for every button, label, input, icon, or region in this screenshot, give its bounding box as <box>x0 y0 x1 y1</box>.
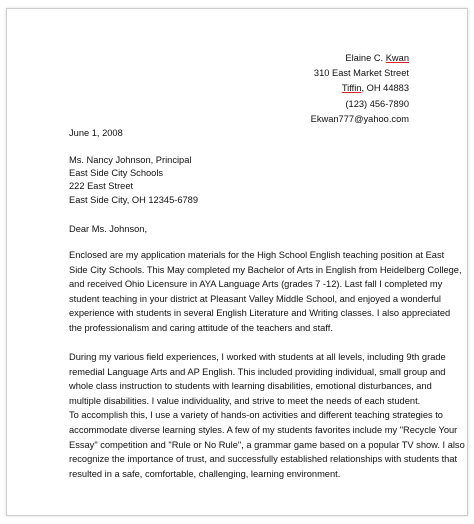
letter-content <box>7 9 467 479</box>
recipient-name: Ms. Nancy Johnson, Principal <box>69 155 192 165</box>
sender-street: 310 East Market Street <box>313 68 409 79</box>
paragraph-line: resulted in a safe, comfortable, challenging, learning environment. <box>69 468 341 479</box>
sender-name <box>311 51 409 66</box>
sender-state-zip: , OH 44883 <box>361 83 409 94</box>
recipient-org: East Side City Schools <box>69 168 164 179</box>
paragraph-line: To accomplish this, I use a variety of hands-on activities and different teaching strategies to <box>69 410 443 421</box>
paragraph-line: whole class instruction to students with learning disabilities, emotional disturbances, and <box>69 381 432 392</box>
paragraph-line: student teaching in your district at Pleasant Valley Middle School, and enjoyed a wonderful <box>69 293 441 304</box>
sender-first-name: Elaine C. <box>345 53 384 63</box>
paragraph-line: remedial Language Arts and AP English. This included providing individual, small group and <box>69 366 446 377</box>
paragraph-line: the professionalism and caring attitude of the teachers and staff. <box>69 322 333 333</box>
paragraph-line: accommodate diverse learning styles. A few of my students favorites include my "Recycle Your <box>69 424 458 435</box>
paragraph-line: recognize the importance of trust, and successfully established relationships with students that <box>69 454 458 465</box>
sender-city: Tiffin <box>341 83 362 94</box>
sender-address-block <box>311 51 409 127</box>
recipient-city: East Side City, OH 12345-6789 <box>69 194 199 205</box>
paragraph-line: multiple disabilities. I value individuality, and strive to meet the needs of each student. <box>69 395 421 406</box>
sender-phone: (123) 456-7890 <box>345 98 409 109</box>
paragraph-line: Enclosed are my application materials for the High School English teaching position at East <box>69 250 445 260</box>
recipient-street: 222 East Street <box>69 181 134 192</box>
recipient-address-block <box>69 154 198 207</box>
paragraph-line: During my various field experiences, I worked with students at all levels, including 9th grade <box>69 352 446 362</box>
sender-email: Ekwan777@yahoo.com <box>310 113 409 124</box>
sender-city-line <box>311 81 409 96</box>
sender-last-name: Kwan <box>385 53 409 63</box>
letter-page <box>6 8 468 516</box>
body-paragraph-1 <box>69 248 462 336</box>
paragraph-line: Side City Schools. This May completed my Bachelor of Arts in English from Heidelberg College, <box>69 264 462 275</box>
paragraph-line: and received Ohio Licensure in AYA Language Arts (grades 7 -12). Last fall I completed my <box>69 279 443 290</box>
paragraph-line: Essay" competition and "Rule or No Rule", a grammar game based on a popular TV show. I also <box>69 439 465 450</box>
paragraph-line: experience with students in several English Literature and Writing classes. I also appreciated <box>69 308 451 319</box>
letter-date: June 1, 2008 <box>69 128 123 138</box>
body-paragraph-2 <box>69 350 465 481</box>
salutation: Dear Ms. Johnson, <box>69 224 148 234</box>
